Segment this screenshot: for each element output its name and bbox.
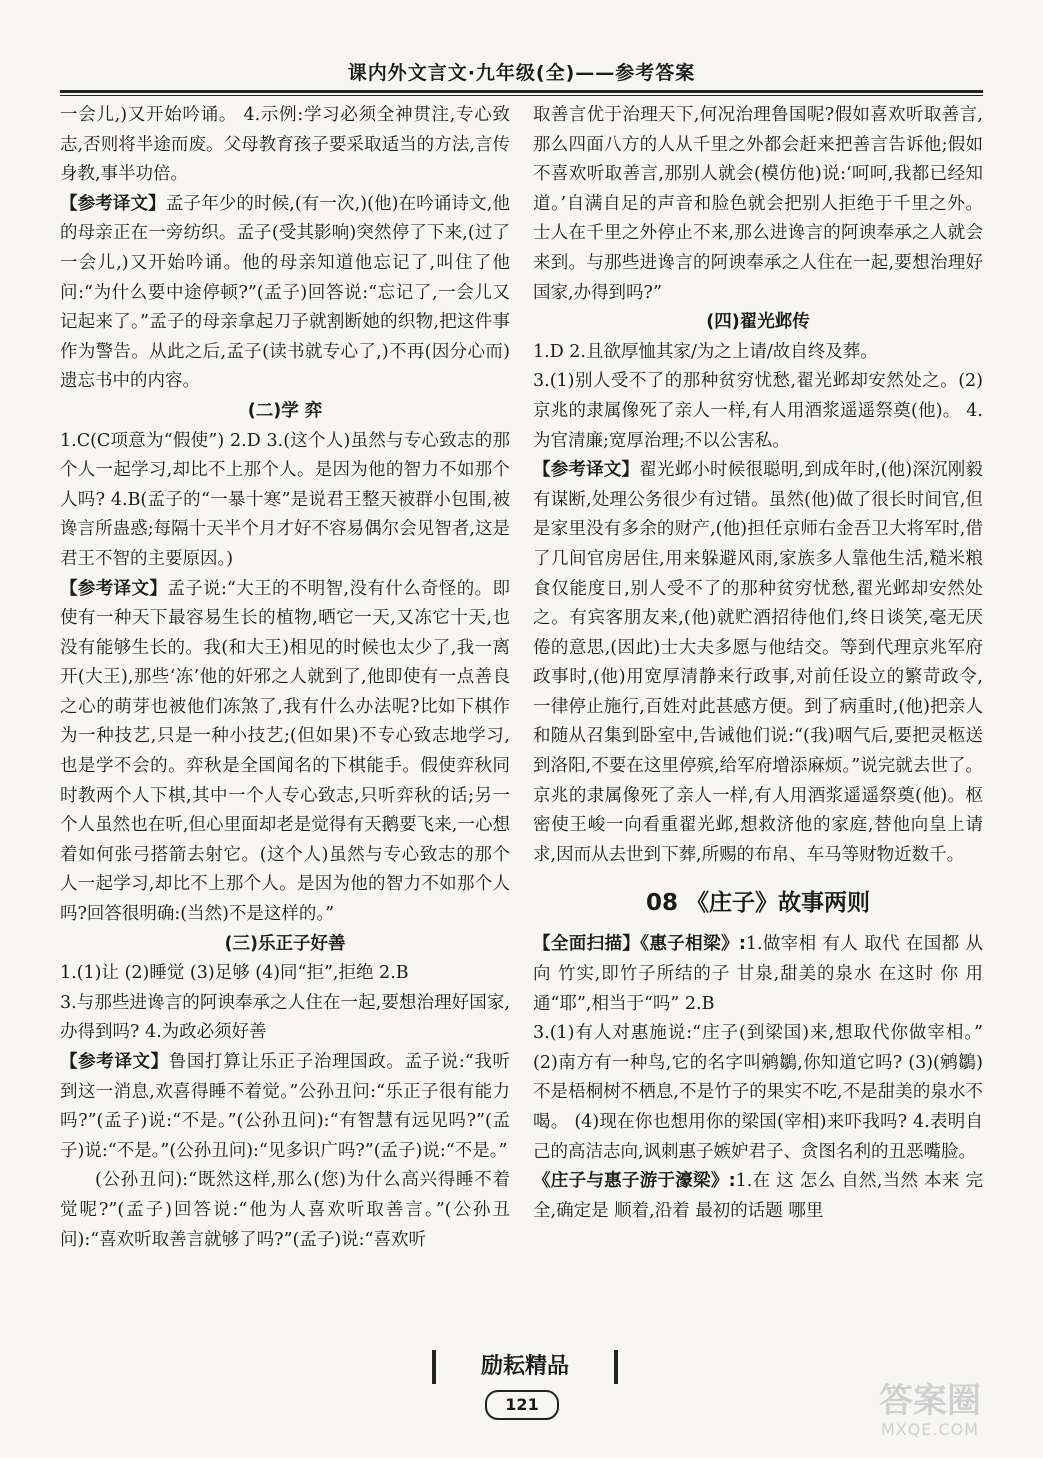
header-rule-thick: [60, 90, 983, 93]
paragraph-text: 孟子年少的时候,(有一次,)(他)在吟诵诗文,他的母亲正在一旁纺织。孟子(受其影响)突然停了下来,(过了一会儿,)又开始吟诵。他的母亲知道他忘记了,叫住了他问:“为什么要中途停顿?”(孟子)回答说:“忘记了,一会儿又记起来了。”孟子的母亲拿起刀子就割断她的织物,把这件事作为警告。从此之后,孟子(读书就专心了,)不再(因分心而)遗忘书中的内容。: [60, 193, 511, 392]
reference-translation-tag: 【参考译文】: [533, 460, 640, 481]
paragraph-text: 1.在 这 怎么 自然,当然 本来 完全,确定是 顺着,沿着 最初的话题 哪里: [533, 1171, 984, 1221]
section-heading: (四)翟光邺传: [706, 312, 810, 333]
watermark: [840, 1382, 1020, 1452]
page-number: 121: [485, 1390, 559, 1420]
right-column: [533, 101, 983, 1226]
paragraph: [60, 575, 510, 930]
paragraph-text: 鲁国打算让乐正子治理国政。孟子说:“我听到这一消息,欢喜得睡不着觉。”公孙丑问:“乐正子很有能力吗?”(孟子)说:“不是。”(公孙丑问):“有智慧有远见吗?”(孟子)说:“不是。”(公孙丑问):“见多识广吗?”(孟子)说:“不是。”: [60, 1052, 511, 1161]
left-column: [60, 101, 510, 1255]
publisher-logo: 励耘精品: [432, 1350, 618, 1384]
paragraph-text: 1.做宰相 有人 取代 在国都 从 向 竹实,即竹子所结的子 甘泉,甜美的泉水 在这时 你 用 通“耶”,相当于“吗” 2.B: [533, 934, 983, 1014]
paragraph-text: 翟光邺小时候很聪明,到成年时,(他)深沉刚毅有谋断,处理公务很少有过错。虽然(他)做了很长时间官,但是家里没有多余的财产,(他)担任京师右金吾卫大将军时,借了几间官房居住,用来躲避风雨,家族多人靠他生活,糙米粮食仅能度日,别人受不了的那种贫穷忧愁,翟光邺却安然处之。有宾客朋友来,(他)就贮酒招待他们,终日谈笑,毫无厌倦的意思,(因此)士大夫多愿与他结交。等到代理京兆军府政事时,(他)用宽厚清静来行政事,对前任设立的繁苛政令,一律停止施行,百姓对此甚感方便。到了病重时,(他)把亲人和随从召集到卧室中,告诫他们说:“(我)咽气后,要把灵柩送到洛阳,不要在这里停殡,给军府增添麻烦。”说完就去世了。京兆的隶属像死了亲人一样,有人用酒浆遥遥祭奠(他)。枢密使王峻一向看重翟光邺,想救济他的家庭,替他向皇上请求,因而从去世到下葬,所赐的布帛、车马等财物近数千。: [533, 460, 984, 865]
paragraph: 1.C(C项意为“假使”) 2.D 3.(这个人)虽然与专心致志的那个人一起学习,却比不上那个人。是因为他的智力不如那个人吗? 4.B(孟子的“一暴十寒”是说君王整天被群小包围,被谗言所蛊惑;每隔十天半个月才好不容易偶尔会见智者,这是君王不智的主要原因。): [60, 430, 510, 569]
section-heading: (三)乐正子好善: [224, 933, 346, 954]
paragraph: 1.D 2.且欲厚恤其家/为之上请/故自终及葬。: [533, 341, 878, 362]
paragraph: 3.(1)有人对惠施说:“庄子(到梁国)来,想取代你做宰相。” (2)南方有一种鸟,它的名字叫鹓鶵,你知道它吗? (3)(鹓鶵)不是梧桐树不栖息,不是竹子的果实不吃,不是甜美的泉水不喝。 (4)现在你也想用你的梁国(宰相)来吓我吗? 4.表明自己的高洁志向,讽刺惠子嫉妒君子、贪图名利的丑恶嘴脸。: [533, 1023, 983, 1162]
paragraph: [533, 456, 983, 870]
header-rule-thin: [60, 95, 983, 96]
running-header: 课内外文言文·九年级(全)——参考答案: [347, 62, 696, 84]
reference-translation-tag: 【参考译文】: [60, 193, 166, 214]
section-heading: (二)学 弈: [247, 400, 323, 421]
paragraph: [60, 1048, 510, 1166]
paragraph: [533, 1167, 983, 1226]
watermark-url: MXQE.COM: [880, 1420, 980, 1439]
chapter-title: 08 《庄子》故事两则: [645, 890, 870, 917]
paragraph: 取善言优于治理天下,何况治理鲁国呢?假如喜欢听取善言,那么四面八方的人从千里之外都会赶来把善言告诉他;假如不喜欢听取善言,那别人就会(模仿他)说:‘呵呵,我都已经知道。’自满自足的声音和脸色就会把别人拒绝于千里之外。士人在千里之外停止不来,那么进谗言的阿谀奉承之人就会来到。与那些进谗言的阿谀奉承之人住在一起,要想治理好国家,办得到吗?”: [533, 105, 983, 303]
paragraph: 一会儿,)又开始吟诵。 4.示例:学习必须全神贯注,专心致志,否则将半途而废。父母教育孩子要采取适当的方法,言传身教,事半功倍。: [60, 105, 510, 185]
watermark-title: 答案圈: [879, 1381, 981, 1421]
paragraph: [533, 930, 983, 1019]
scan-tag: 【全面扫描】《惠子相梁》:: [533, 934, 746, 955]
paragraph: 3.(1)别人受不了的那种贫穷忧愁,翟光邺却安然处之。(2)京兆的隶属像死了亲人一样,有人用酒浆遥遥祭奠(他)。 4.为官清廉;宽厚治理;不以公害私。: [533, 371, 983, 451]
paragraph: (公孙丑问):“既然这样,那么(您)为什么高兴得睡不着觉呢?”(孟子)回答说:“他为人喜欢听取善言。”(公孙丑问):“喜欢听取善言就够了吗?”(孟子)说:“喜欢听: [60, 1170, 510, 1250]
paragraph: 1.(1)让 (2)睡觉 (3)足够 (4)同“拒”,拒绝 2.B: [60, 963, 409, 984]
reference-translation-tag: 【参考译文】: [60, 1052, 169, 1072]
paragraph: 3.与那些进谗言的阿谀奉承之人住在一起,要想治理好国家,办得到吗? 4.为政必须好善: [60, 992, 510, 1043]
reference-translation-tag: 【参考译文】: [60, 578, 168, 599]
story-tag: 《庄子与惠子游于濠梁》:: [533, 1171, 736, 1192]
paragraph-text: 孟子说:“大王的不明智,没有什么奇怪的。即使有一种天下最容易生长的植物,晒它一天,又冻它十天,也没有能够生长的。我(和大王)相见的时候也太少了,我一离开(大王),那些‘冻’他的奸邪之人就到了,他即使有一点善良之心的萌芽也被他们冻煞了,我有什么办法呢?比如下棋作为一种技艺,只是一种小技艺;(但如果)不专心致志地学习,也是学不会的。弈秋是全国闻名的下棋能手。假使弈秋同时教两个人下棋,其中一个人专心致志,只听弈秋的话;另一个人虽然也在听,但心里面却老是觉得有天鹅要飞来,一心想着如何张弓搭箭去射它。(这个人)虽然与专心致志的那个人一起学习,却比不上那个人。是因为他的智力不如那个人吗?回答很明确:(当然)不是这样的。”: [60, 578, 511, 925]
paragraph: [60, 190, 510, 397]
